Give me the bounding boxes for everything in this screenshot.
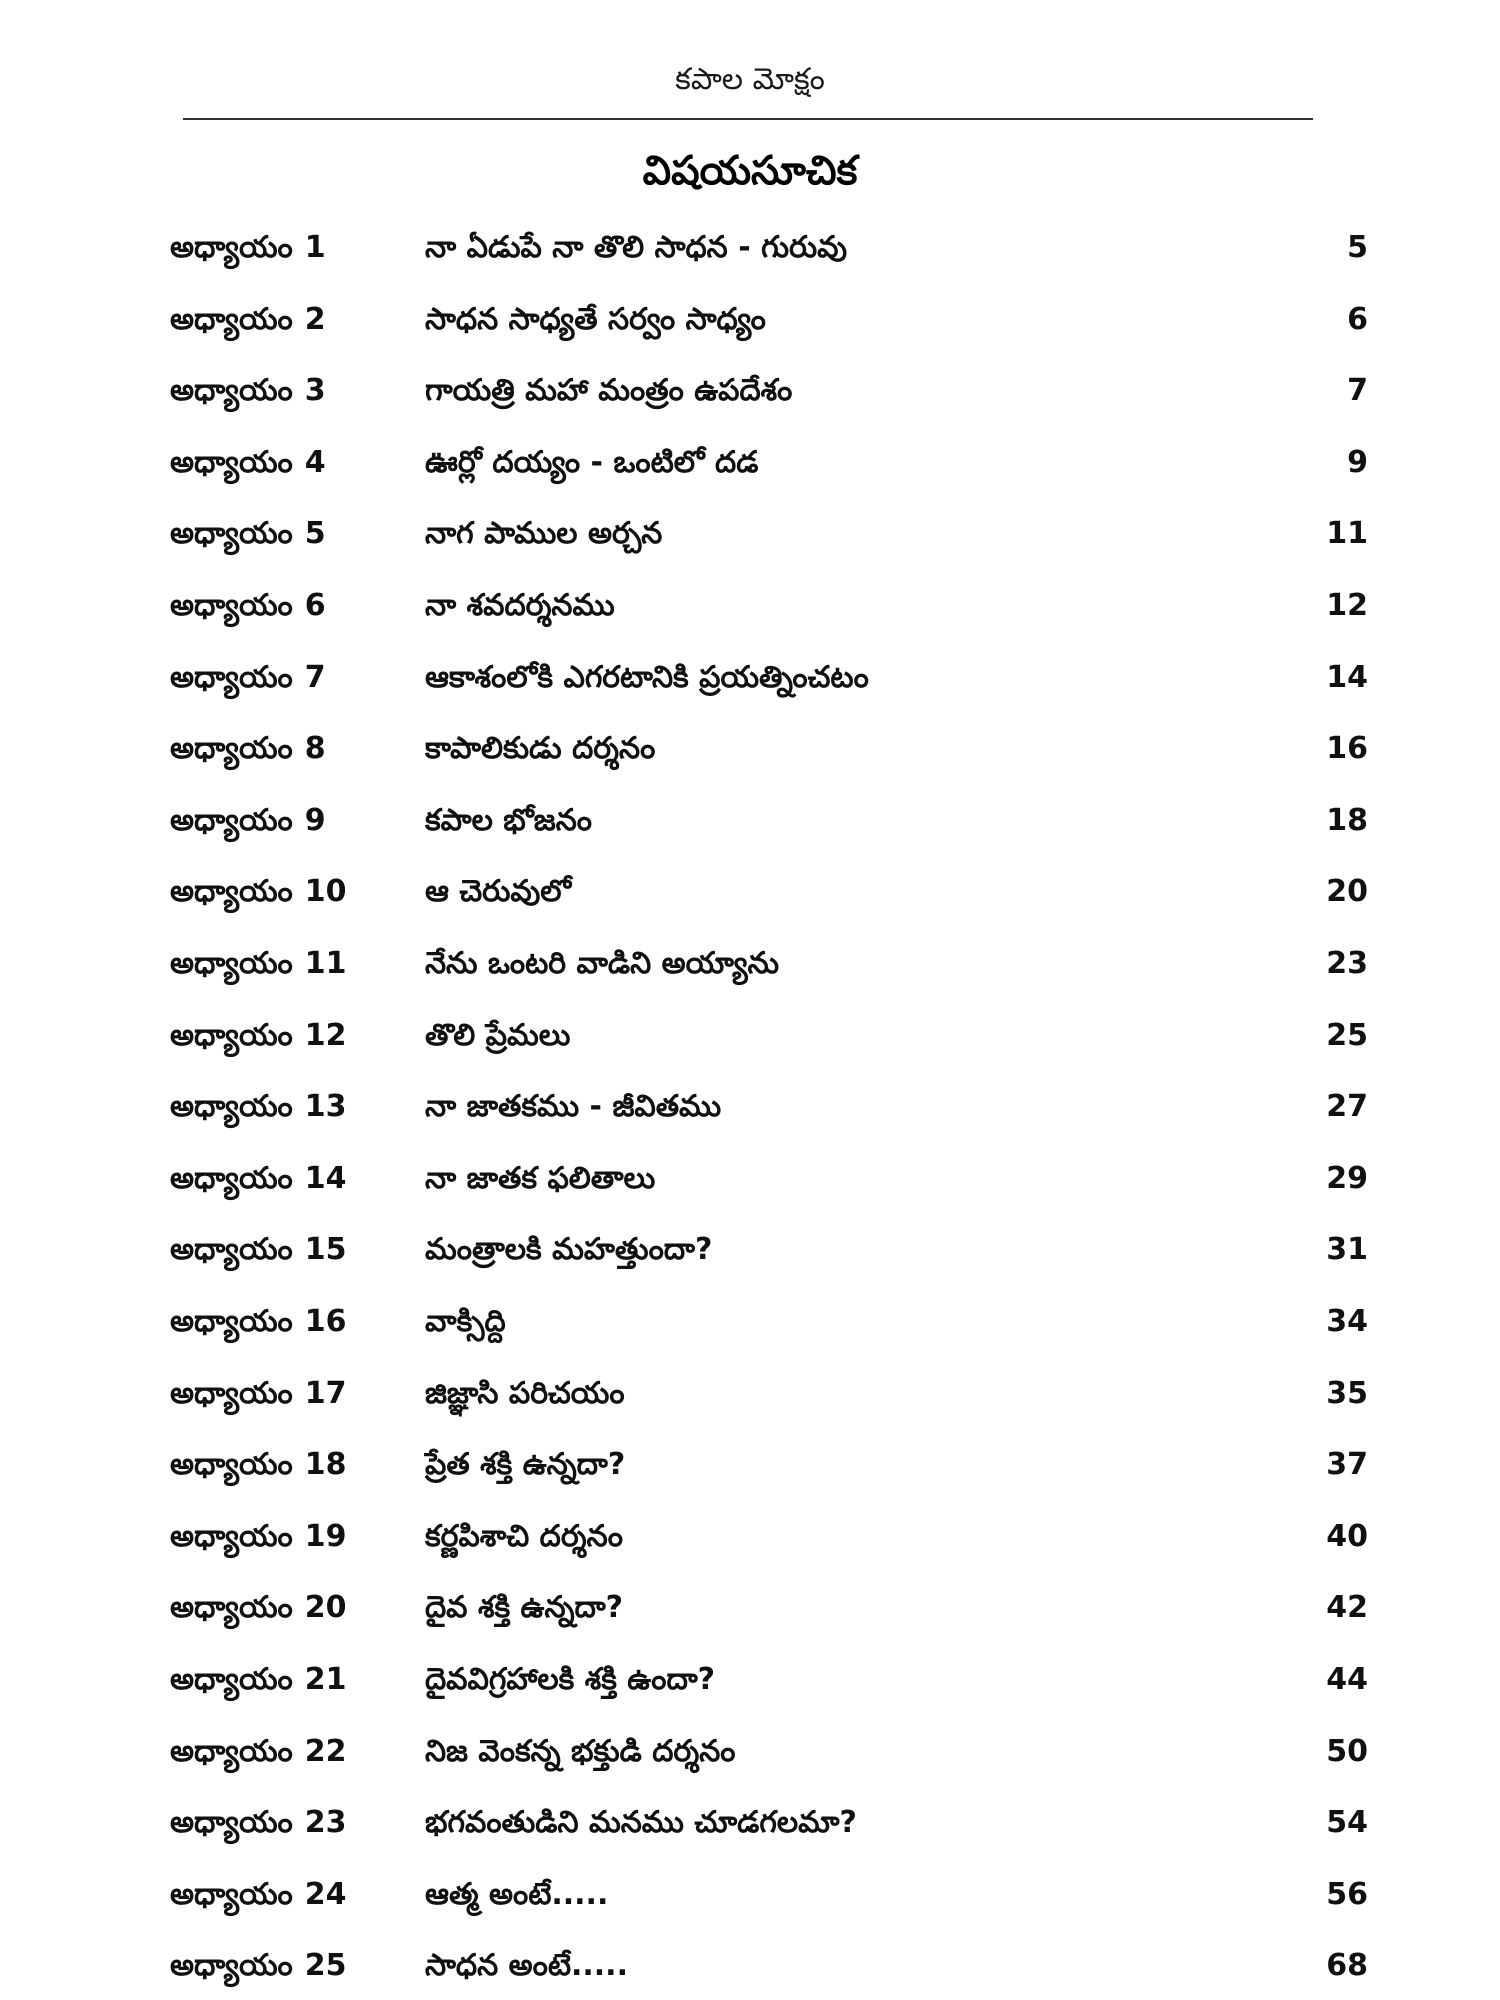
toc-chapter-label: అధ్యాయం (170, 1160, 293, 1196)
toc-row (0, 1220, 1500, 1280)
toc-row (0, 1292, 1500, 1352)
toc-chapter (170, 862, 420, 922)
toc-page-number: 37 (1326, 1447, 1368, 1483)
toc-chapter (170, 1650, 420, 1710)
toc-chapter-number: 4 (304, 444, 326, 480)
toc-chapter-number: 6 (304, 588, 326, 623)
toc-page-number: 11 (1326, 516, 1368, 552)
toc-chapter (170, 1936, 420, 1996)
toc-chapter-label: అధ్యాయం (170, 373, 293, 409)
toc-chapter-number: 17 (304, 1375, 347, 1411)
toc-chapter-number: 22 (304, 1733, 347, 1769)
toc-chapter-number: 16 (304, 1304, 347, 1339)
toc-page-number: 20 (1326, 874, 1368, 910)
toc-chapter-label: అధ్యాయం (170, 1447, 293, 1483)
toc-chapter-label: అధ్యాయం (170, 1304, 293, 1339)
toc-entry-title: కర్ణపిశాచి దర్శనం (425, 1518, 623, 1554)
toc-row (0, 1364, 1500, 1424)
toc-chapter-label: అధ్యాయం (170, 1733, 293, 1769)
toc-chapter-label: అధ్యాయం (170, 1590, 293, 1626)
toc-chapter (170, 1006, 420, 1066)
toc-entry-title: నేను ఒంటరి వాడిని అయ్యాను (425, 946, 780, 981)
toc-chapter-label: అధ్యాయం (170, 659, 293, 695)
toc-entry-title: తొలి ప్రేమలు (425, 1017, 571, 1053)
toc-chapter-number: 18 (304, 1447, 347, 1483)
toc-entry-title: భగవంతుడిని మనము చూడగలమా? (425, 1805, 857, 1841)
toc-chapter (170, 1149, 420, 1209)
toc-page-number: 23 (1326, 946, 1368, 981)
toc-chapter-label: అధ్యాయం (170, 1375, 293, 1411)
toc-chapter-label: అధ్యాయం (170, 444, 293, 480)
toc-row (0, 1650, 1500, 1710)
toc-row (0, 719, 1500, 779)
toc-chapter-number: 10 (304, 874, 347, 910)
header-divider (183, 118, 1313, 120)
toc-chapter (170, 1435, 420, 1495)
toc-entry-title: నా జాతకము - జీవితము (425, 1089, 722, 1125)
toc-row (0, 1722, 1500, 1782)
toc-entry-title: కాపాలికుడు దర్శనం (425, 731, 656, 767)
toc-entry-title: నా శవదర్శనము (425, 588, 615, 623)
toc-row (0, 1865, 1500, 1925)
toc-chapter-label: అధ్యాయం (170, 1876, 293, 1912)
toc-page-number: 6 (1347, 301, 1368, 337)
toc-entry-title: సాధన అంటే..... (425, 1948, 628, 1984)
toc-chapter (170, 648, 420, 708)
toc-row (0, 934, 1500, 994)
toc-chapter-label: అధ్యాయం (170, 1948, 293, 1984)
toc-row (0, 791, 1500, 851)
toc-page-number: 42 (1326, 1590, 1368, 1626)
toc-entry-title: దైవ శక్తి ఉన్నదా? (425, 1590, 624, 1626)
toc-chapter-number: 9 (304, 802, 326, 838)
toc-chapter (170, 290, 420, 350)
toc-chapter (170, 576, 420, 636)
toc-chapter (170, 1364, 420, 1424)
toc-entry-title: ఆత్మ అంటే..... (425, 1876, 609, 1912)
toc-entry-title: ప్రేత శక్తి ఉన్నదా? (425, 1447, 626, 1483)
toc-chapter-number: 15 (304, 1232, 347, 1268)
toc-row (0, 1578, 1500, 1638)
toc-title: విషయసూచిక (642, 148, 858, 194)
toc-entry-title: జిజ్ఞాసి పరిచయం (425, 1375, 625, 1411)
toc-row (0, 361, 1500, 421)
toc-row (0, 1149, 1500, 1209)
toc-chapter-label: అధ్యాయం (170, 1662, 293, 1697)
toc-row (0, 433, 1500, 493)
toc-chapter-label: అధ్యాయం (170, 874, 293, 910)
toc-page-number: 34 (1326, 1304, 1368, 1339)
toc-chapter (170, 791, 420, 851)
toc-chapter (170, 1077, 420, 1137)
toc-page-number: 56 (1326, 1876, 1368, 1912)
toc-entry-title: నాగ పాముల అర్చన (425, 516, 663, 552)
toc-chapter-label: అధ్యాయం (170, 301, 293, 337)
toc-chapter-number: 24 (304, 1876, 347, 1912)
toc-chapter-number: 2 (304, 301, 326, 337)
toc-chapter (170, 504, 420, 564)
toc-row (0, 290, 1500, 350)
toc-chapter-number: 1 (304, 230, 326, 265)
toc-chapter (170, 719, 420, 779)
toc-entry-title: మంత్రాలకి మహత్తుందా? (425, 1232, 713, 1268)
toc-chapter-label: అధ్యాయం (170, 1805, 293, 1841)
toc-page-number: 68 (1326, 1948, 1368, 1984)
toc-entry-title: సాధన సాధ్యతే సర్వం సాధ్యం (425, 301, 766, 337)
toc-chapter-label: అధ్యాయం (170, 588, 293, 623)
toc-chapter (170, 1507, 420, 1567)
toc-chapter-number: 20 (304, 1590, 347, 1626)
toc-entry-title: నా జాతక ఫలితాలు (425, 1160, 656, 1196)
toc-row (0, 1435, 1500, 1495)
toc-chapter (170, 433, 420, 493)
toc-page-number: 16 (1326, 731, 1368, 767)
toc-row (0, 1507, 1500, 1567)
toc-chapter (170, 1292, 420, 1352)
toc-chapter (170, 1220, 420, 1280)
toc-chapter (170, 934, 420, 994)
toc-chapter-number: 7 (304, 659, 326, 695)
toc-page-number: 54 (1326, 1805, 1368, 1841)
toc-chapter-label: అధ్యాయం (170, 1089, 293, 1125)
toc-entry-title: నా ఏడుపే నా తొలి సాధన - గురువు (425, 230, 848, 265)
toc-chapter-label: అధ్యాయం (170, 1017, 293, 1053)
toc-chapter-label: అధ్యాయం (170, 1518, 293, 1554)
toc-chapter-label: అధ్యాయం (170, 1232, 293, 1268)
toc-page-number: 7 (1347, 373, 1368, 409)
toc-entry-title: కపాల భోజనం (425, 802, 592, 838)
toc-chapter-number: 13 (304, 1089, 347, 1125)
toc-chapter-number: 5 (304, 516, 326, 552)
toc-row (0, 1793, 1500, 1853)
toc-chapter (170, 1578, 420, 1638)
running-header: కపాల మోక్షం (675, 62, 825, 97)
toc-chapter (170, 1865, 420, 1925)
toc-entry-title: దైవవిగ్రహాలకి శక్తి ఉందా? (425, 1662, 716, 1697)
toc-chapter (170, 1722, 420, 1782)
toc-chapter-number: 23 (304, 1805, 347, 1841)
toc-chapter-number: 12 (304, 1017, 347, 1053)
toc-chapter-label: అధ్యాయం (170, 802, 293, 838)
toc-row (0, 1077, 1500, 1137)
toc-chapter (170, 361, 420, 421)
toc-chapter (170, 1793, 420, 1853)
toc-entry-title: వాక్సిద్ది (425, 1304, 506, 1339)
toc-chapter-number: 8 (304, 731, 326, 767)
toc-page-number: 14 (1326, 659, 1368, 695)
toc-chapter-label: అధ్యాయం (170, 230, 293, 265)
toc-page-number: 27 (1326, 1089, 1368, 1125)
toc-row (0, 862, 1500, 922)
toc-chapter-label: అధ్యాయం (170, 731, 293, 767)
toc-chapter-number: 3 (304, 373, 326, 409)
toc-page-number: 35 (1326, 1375, 1368, 1411)
toc-page-number: 29 (1326, 1160, 1368, 1196)
toc-chapter-number: 25 (304, 1948, 347, 1984)
toc-page-number: 40 (1326, 1518, 1368, 1554)
toc-row (0, 1936, 1500, 1996)
toc-chapter-number: 19 (304, 1518, 347, 1554)
toc-entry-title: నిజ వెంకన్న భక్తుడి దర్శనం (425, 1733, 736, 1769)
toc-entry-title: గాయత్రి మహా మంత్రం ఉపదేశం (425, 373, 793, 409)
toc-entry-title: ఆకాశంలోకి ఎగరటానికి ప్రయత్నించటం (425, 659, 869, 695)
toc-page-number: 25 (1326, 1017, 1368, 1053)
toc-chapter-label: అధ్యాయం (170, 946, 293, 981)
toc-row (0, 1006, 1500, 1066)
toc-chapter-number: 21 (304, 1662, 347, 1697)
toc-chapter (170, 218, 420, 278)
toc-page-number: 5 (1347, 230, 1368, 265)
toc-row (0, 504, 1500, 564)
toc-page-number: 31 (1326, 1232, 1368, 1268)
toc-page-number: 50 (1326, 1733, 1368, 1769)
toc-page-number: 12 (1326, 588, 1368, 623)
toc-entry-title: ఆ చెరువులో (425, 874, 572, 910)
toc-page-number: 44 (1326, 1662, 1368, 1697)
toc-chapter-label: అధ్యాయం (170, 516, 293, 552)
toc-chapter-number: 11 (304, 946, 347, 981)
toc-row (0, 218, 1500, 278)
toc-row (0, 576, 1500, 636)
toc-page-number: 9 (1347, 444, 1368, 480)
toc-page-number: 18 (1326, 802, 1368, 838)
toc-chapter-number: 14 (304, 1160, 347, 1196)
toc-row (0, 648, 1500, 708)
toc-entry-title: ఊర్లో దయ్యం - ఒంటిలో దడ (425, 444, 759, 480)
